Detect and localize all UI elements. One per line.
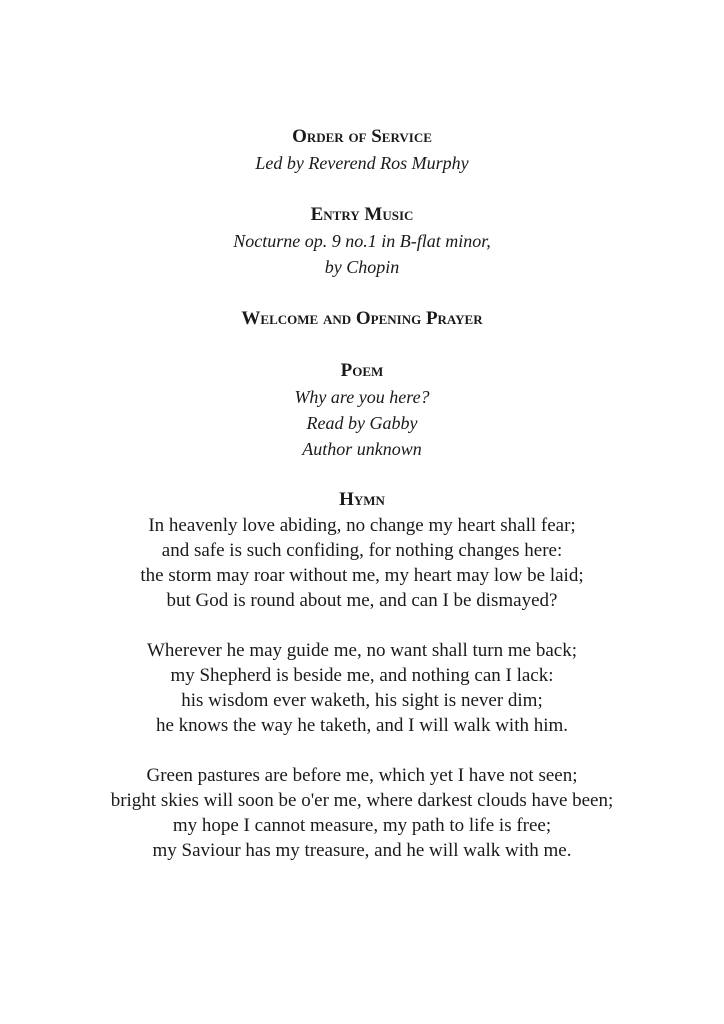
entry-music-title: Entry Music: [310, 204, 414, 225]
hymn-line: and safe is such confiding, for nothing changes here:: [161, 540, 563, 561]
hymn-line: In heavenly love abiding, no change my heart shall fear;: [148, 515, 576, 536]
hymn-line: Wherever he may guide me, no want shall turn me back;: [147, 640, 577, 661]
hymn-line: his wisdom ever waketh, his sight is never dim;: [181, 690, 543, 711]
order-subtitle: Led by Reverend Ros Murphy: [255, 153, 469, 173]
poem-line: Read by Gabby: [306, 413, 418, 433]
poem-section: [0, 358, 724, 462]
hymn-stanza: [0, 763, 724, 863]
hymn-section: [0, 487, 724, 863]
hymn-line: the storm may roar without me, my heart may low be laid;: [140, 565, 584, 586]
hymn-stanza: [0, 638, 724, 738]
order-title: Order of Service: [292, 126, 432, 147]
order-of-service-page: [0, 124, 724, 863]
entry-music-line: by Chopin: [324, 257, 400, 277]
order-section: [0, 124, 724, 176]
hymn-line: my hope I cannot measure, my path to life is free;: [172, 815, 552, 836]
hymn-line: Green pastures are before me, which yet I have not seen;: [146, 765, 578, 786]
hymn-line: bright skies will soon be o'er me, where darkest clouds have been;: [110, 790, 614, 811]
hymn-line: but God is round about me, and can I be dismayed?: [166, 590, 558, 611]
hymn-line: my Saviour has my treasure, and he will walk with me.: [152, 840, 572, 861]
poem-line: Author unknown: [302, 439, 422, 459]
hymn-line: he knows the way he taketh, and I will walk with him.: [155, 715, 569, 736]
welcome-section: [0, 306, 724, 332]
poem-title: Poem: [340, 360, 384, 381]
entry-music-line: Nocturne op. 9 no.1 in B-flat minor,: [233, 231, 491, 251]
entry-music-section: [0, 202, 724, 280]
hymn-stanza: [0, 513, 724, 613]
welcome-title: Welcome and Opening Prayer: [241, 308, 483, 329]
poem-line: Why are you here?: [294, 387, 430, 407]
hymn-title: Hymn: [339, 489, 385, 510]
hymn-line: my Shepherd is beside me, and nothing can I lack:: [170, 665, 554, 686]
